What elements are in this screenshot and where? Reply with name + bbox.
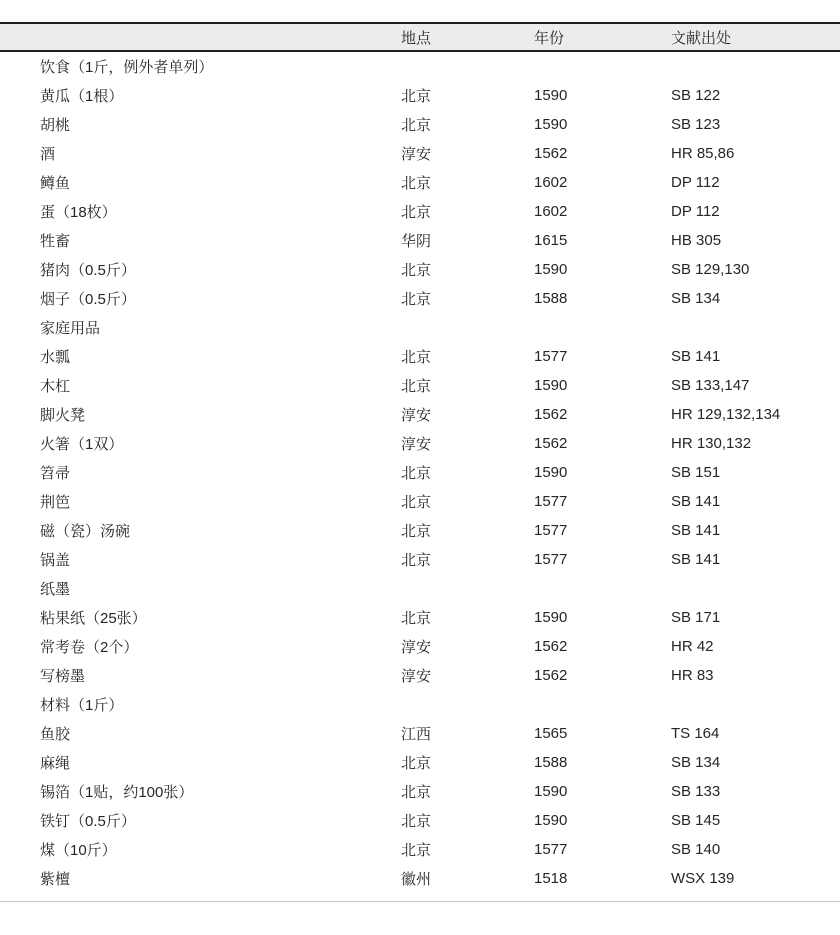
cell-year: 1562 [534, 145, 568, 162]
cell-source: DP 112 [671, 174, 720, 191]
cell-year: 1588 [534, 290, 568, 307]
cell-year: 1590 [534, 812, 568, 829]
cell-item: 脚火凳 [40, 407, 86, 424]
cell-year: 1602 [534, 203, 568, 220]
cell-source: WSX 139 [671, 870, 735, 887]
cell-location: 北京 [401, 610, 432, 627]
cell-item: 纸墨 [40, 581, 71, 598]
cell-source: SB 141 [671, 522, 721, 539]
cell-location: 淳安 [401, 407, 432, 424]
table-row [0, 400, 840, 429]
cell-source: SB 134 [671, 754, 721, 771]
cell-location: 北京 [401, 465, 432, 482]
cell-location: 北京 [401, 349, 432, 366]
section-header-row [0, 313, 840, 342]
cell-location: 淳安 [401, 668, 432, 685]
cell-item: 锅盖 [40, 552, 71, 569]
cell-location: 淳安 [401, 436, 432, 453]
cell-year: 1590 [534, 261, 568, 278]
cell-location: 北京 [401, 262, 432, 279]
cell-location: 北京 [401, 523, 432, 540]
cell-year: 1602 [534, 174, 568, 191]
cell-item: 紫檀 [40, 871, 71, 888]
cell-item: 家庭用品 [40, 320, 101, 337]
cell-item: 酒 [40, 146, 56, 163]
cell-item: 磁（瓷）汤碗 [40, 523, 131, 540]
cell-item: 鱼胶 [40, 726, 71, 743]
cell-item: 常考卷（2个） [40, 639, 139, 656]
cell-source: SB 140 [671, 841, 721, 858]
table-row [0, 835, 840, 864]
cell-item: 胡桃 [40, 117, 71, 134]
table-row [0, 371, 840, 400]
cell-item: 粘果纸（25张） [40, 610, 147, 627]
table-row [0, 777, 840, 806]
cell-item: 牲畜 [40, 233, 71, 250]
cell-year: 1590 [534, 464, 568, 481]
cell-item: 材料（1斤） [40, 697, 124, 714]
price-table [0, 22, 840, 902]
cell-source: SB 141 [671, 551, 721, 568]
table-row [0, 429, 840, 458]
table-body [0, 52, 840, 902]
table-row [0, 197, 840, 226]
col-header-source: 文献出处 [671, 29, 732, 47]
cell-item: 火箸（1双） [40, 436, 124, 453]
cell-year: 1590 [534, 783, 568, 800]
cell-source: SB 133 [671, 783, 721, 800]
table-header [0, 22, 840, 52]
cell-source: HB 305 [671, 232, 722, 249]
cell-source: SB 171 [671, 609, 721, 626]
table-row [0, 458, 840, 487]
cell-source: HR 129,132,134 [671, 406, 781, 423]
cell-year: 1590 [534, 116, 568, 133]
col-header-year: 年份 [534, 29, 565, 47]
cell-source: SB 141 [671, 348, 721, 365]
cell-item: 麻绳 [40, 755, 71, 772]
table-row [0, 545, 840, 574]
cell-item: 水瓢 [40, 349, 71, 366]
cell-item: 烟子（0.5斤） [40, 291, 136, 308]
cell-location: 华阴 [401, 233, 432, 250]
cell-source: SB 151 [671, 464, 721, 481]
table-row [0, 226, 840, 255]
section-header-row [0, 690, 840, 719]
section-header-row [0, 52, 840, 81]
table-row [0, 284, 840, 313]
cell-item: 蛋（18枚） [40, 204, 117, 221]
cell-location: 北京 [401, 175, 432, 192]
cell-source: SB 123 [671, 116, 721, 133]
table-row [0, 864, 840, 893]
cell-source: HR 130,132 [671, 435, 752, 452]
cell-source: SB 145 [671, 812, 721, 829]
cell-source: HR 83 [671, 667, 714, 684]
cell-year: 1588 [534, 754, 568, 771]
table-row [0, 632, 840, 661]
cell-source: SB 129,130 [671, 261, 750, 278]
col-header-location: 地点 [401, 29, 432, 47]
table-row [0, 806, 840, 835]
cell-item: 铁钉（0.5斤） [40, 813, 136, 830]
cell-source: SB 134 [671, 290, 721, 307]
cell-location: 北京 [401, 813, 432, 830]
cell-location: 淳安 [401, 146, 432, 163]
table-row [0, 342, 840, 371]
cell-location: 徽州 [401, 871, 432, 888]
table-row [0, 139, 840, 168]
cell-item: 荆笆 [40, 494, 71, 511]
table-row [0, 603, 840, 632]
cell-year: 1562 [534, 435, 568, 452]
cell-item: 木杠 [40, 378, 71, 395]
cell-location: 北京 [401, 755, 432, 772]
cell-year: 1590 [534, 377, 568, 394]
cell-location: 江西 [401, 726, 432, 743]
section-header-row [0, 574, 840, 603]
cell-source: SB 133,147 [671, 377, 750, 394]
table-row [0, 516, 840, 545]
cell-location: 北京 [401, 552, 432, 569]
cell-year: 1590 [534, 609, 568, 626]
cell-location: 北京 [401, 291, 432, 308]
cell-source: TS 164 [671, 725, 720, 742]
cell-item: 笤帚 [40, 465, 71, 482]
cell-source: HR 42 [671, 638, 714, 655]
cell-location: 北京 [401, 784, 432, 801]
cell-year: 1518 [534, 870, 568, 887]
cell-year: 1565 [534, 725, 568, 742]
cell-item: 黄瓜（1根） [40, 88, 124, 105]
cell-location: 北京 [401, 204, 432, 221]
table-row [0, 168, 840, 197]
cell-year: 1577 [534, 348, 568, 365]
cell-item: 饮食（1斤，例外者单列） [40, 59, 214, 76]
cell-year: 1562 [534, 638, 568, 655]
cell-year: 1577 [534, 841, 568, 858]
cell-location: 北京 [401, 378, 432, 395]
cell-source: DP 112 [671, 203, 720, 220]
cell-location: 北京 [401, 117, 432, 134]
cell-item: 猪肉（0.5斤） [40, 262, 136, 279]
cell-location: 北京 [401, 842, 432, 859]
cell-year: 1615 [534, 232, 568, 249]
cell-year: 1577 [534, 522, 568, 539]
cell-source: SB 122 [671, 87, 721, 104]
table-row [0, 719, 840, 748]
table-row [0, 110, 840, 139]
cell-item: 鳟鱼 [40, 175, 71, 192]
cell-location: 北京 [401, 494, 432, 511]
cell-year: 1562 [534, 406, 568, 423]
cell-year: 1562 [534, 667, 568, 684]
cell-year: 1590 [534, 87, 568, 104]
table-row [0, 487, 840, 516]
table-row [0, 661, 840, 690]
cell-item: 写榜墨 [40, 668, 86, 685]
cell-source: SB 141 [671, 493, 721, 510]
table-row [0, 748, 840, 777]
cell-location: 淳安 [401, 639, 432, 656]
cell-year: 1577 [534, 551, 568, 568]
table-row [0, 255, 840, 284]
table-row [0, 81, 840, 110]
cell-item: 煤（10斤） [40, 842, 117, 859]
cell-item: 锡箔（1贴，约100张） [40, 784, 194, 801]
cell-source: HR 85,86 [671, 145, 735, 162]
cell-year: 1577 [534, 493, 568, 510]
cell-location: 北京 [401, 88, 432, 105]
